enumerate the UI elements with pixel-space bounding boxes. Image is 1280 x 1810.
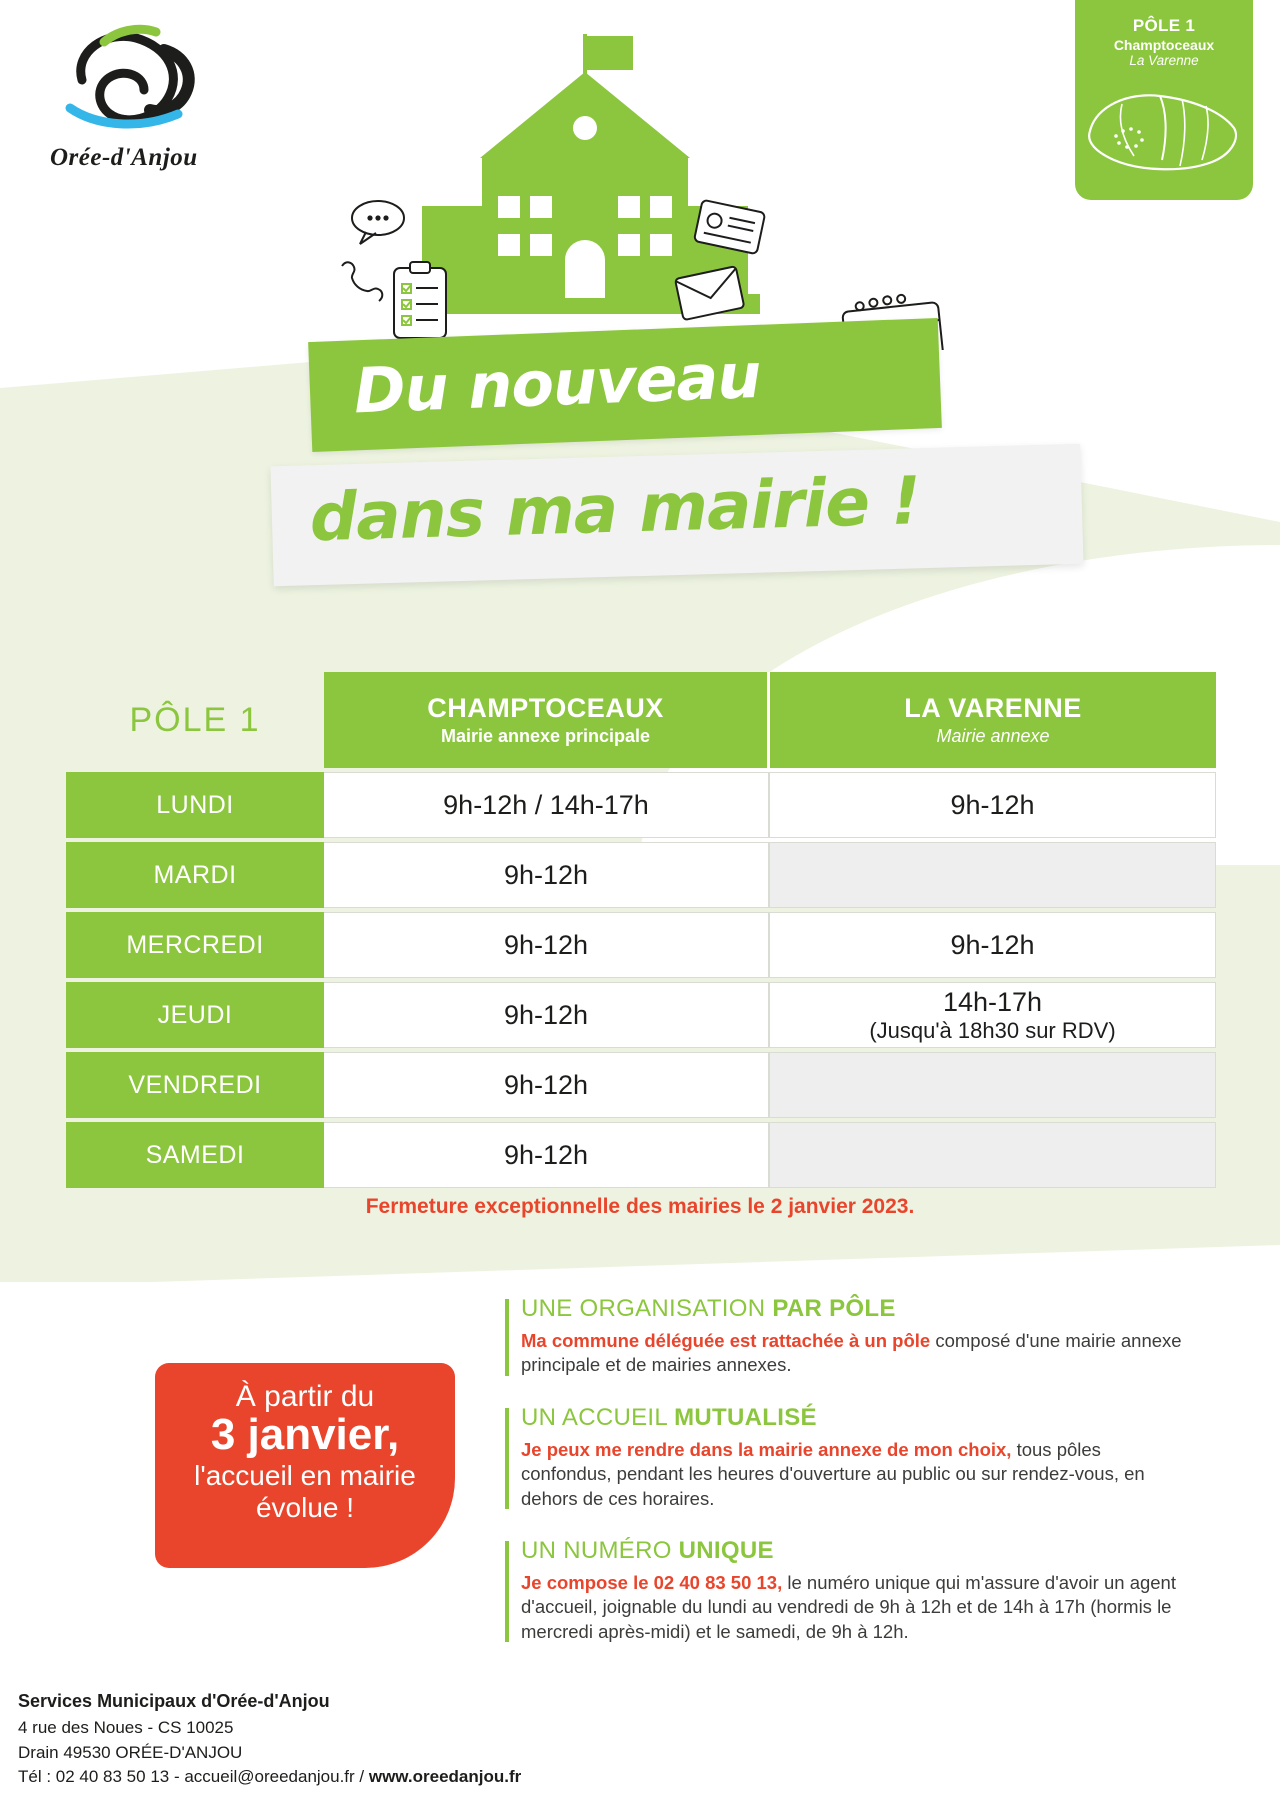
info-text-bold: Je compose le 02 40 83 50 13, — [521, 1572, 783, 1594]
footer-contact — [18, 1765, 818, 1790]
badge-line4: évolue ! — [255, 1492, 355, 1524]
footer — [18, 1688, 818, 1790]
pole-badge-line2: La Varenne — [1129, 53, 1199, 68]
table-row — [66, 982, 1216, 1048]
info-heading-plain: UNE ORGANISATION — [521, 1295, 773, 1322]
logo-wordmark: Orée-d'Anjou — [50, 144, 198, 171]
hours-lavarenne: 9h-12h — [770, 912, 1216, 978]
hours-lavarenne-main: 14h-17h — [942, 986, 1043, 1017]
column-header-champtoceaux — [324, 672, 770, 768]
column-subtitle: Mairie annexe — [936, 726, 1050, 746]
day-label: MERCREDI — [66, 912, 324, 978]
table-pole-label: PÔLE 1 — [129, 700, 261, 739]
oree-danjou-logo — [44, 22, 214, 182]
badge-line1: À partir du — [235, 1380, 375, 1413]
info-heading — [521, 1295, 1195, 1323]
column-title: CHAMPTOCEAUX — [427, 693, 664, 723]
table-row — [66, 842, 1216, 908]
title-line2: dans ma mairie ! — [308, 462, 922, 557]
day-label: LUNDI — [66, 772, 324, 838]
table-header-row — [66, 672, 1216, 768]
hours-lavarenne — [770, 982, 1216, 1048]
pole-badge-title: PÔLE 1 — [1132, 16, 1196, 35]
day-label: MARDI — [66, 842, 324, 908]
title-banner-green — [308, 318, 942, 452]
hours-lavarenne — [770, 1122, 1216, 1188]
info-block-numero — [505, 1537, 1195, 1644]
info-heading-plain: UN NUMÉRO — [521, 1537, 679, 1565]
footer-title: Services Municipaux d'Orée-d'Anjou — [18, 1691, 330, 1711]
footer-contact-text: Tél : 02 40 83 50 13 - accueil@oreedanjou.fr / — [18, 1767, 369, 1787]
pole-badge-line1: Champtoceaux — [1113, 37, 1215, 53]
table-row — [66, 912, 1216, 978]
info-text — [521, 1571, 1195, 1644]
info-heading-plain: UN ACCUEIL — [521, 1403, 675, 1431]
info-heading-bold: PAR PÔLE — [772, 1295, 896, 1322]
info-text-bold: Ma commune déléguée est rattachée à un pôle — [521, 1330, 931, 1351]
info-text-rest: tous pôles confondus, pendant les heures d'ouverture au public ou sur rendez-vous, en dehors de ces horaires. — [521, 1438, 1145, 1509]
badge-line2: 3 janvier, — [210, 1410, 400, 1459]
speech-bubble-icon — [352, 201, 404, 244]
badge-line3: l'accueil en mairie — [194, 1460, 416, 1492]
hours-table — [66, 668, 1216, 1192]
info-text-rest: composé d'une mairie annexe principale et de mairies annexes. — [521, 1330, 1182, 1376]
table-row — [66, 1052, 1216, 1118]
logo-mark-icon — [44, 22, 214, 152]
day-label: JEUDI — [66, 982, 324, 1048]
info-text — [521, 1438, 1195, 1511]
hours-champtoceaux: 9h-12h — [324, 912, 770, 978]
hours-lavarenne-note: (Jusqu'à 18h30 sur RDV) — [869, 1017, 1116, 1043]
footer-address-line1: 4 rue des Noues - CS 10025 — [18, 1718, 234, 1738]
footer-address-line2: Drain 49530 ORÉE-D'ANJOU — [18, 1742, 243, 1762]
info-heading-bold: MUTUALISÉ — [674, 1403, 817, 1431]
info-text-rest: le numéro unique qui m'assure d'avoir un agent d'accueil, joignable du lundi au vendredi de 9h à 12h et de 14h à 17h (hormis le mercredi après-midi) et le samedi, de 9h à 12h. — [521, 1572, 1176, 1642]
table-row — [66, 1122, 1216, 1188]
info-block-accueil — [505, 1404, 1195, 1511]
info-heading — [521, 1404, 1195, 1432]
hours-champtoceaux: 9h-12h / 14h-17h — [324, 772, 770, 838]
info-heading-bold: UNIQUE — [678, 1537, 774, 1565]
hours-lavarenne: 9h-12h — [770, 772, 1216, 838]
clipboard-icon — [394, 262, 446, 338]
table-row — [66, 772, 1216, 838]
day-label: SAMEDI — [66, 1122, 324, 1188]
column-title: LA VARENNE — [904, 693, 1082, 723]
hours-champtoceaux: 9h-12h — [324, 982, 770, 1048]
hours-champtoceaux: 9h-12h — [324, 1122, 770, 1188]
title-line1: Du nouveau — [352, 338, 762, 428]
hours-lavarenne — [770, 842, 1216, 908]
townhall-icon — [330, 10, 970, 350]
closure-note: Fermeture exceptionnelle des mairies le 2 janvier 2023. — [365, 1195, 915, 1218]
hours-champtoceaux: 9h-12h — [324, 842, 770, 908]
townhall-illustration — [330, 10, 970, 350]
info-text-bold: Je peux me rendre dans la mairie annexe de mon choix, — [521, 1438, 1012, 1460]
info-block-organisation — [505, 1295, 1195, 1378]
column-header-lavarenne — [770, 672, 1216, 768]
info-text — [521, 1329, 1195, 1378]
start-date-badge — [155, 1363, 455, 1568]
info-heading — [521, 1537, 1195, 1565]
info-blocks — [505, 1295, 1195, 1670]
territory-map-icon — [1082, 76, 1247, 181]
day-label: VENDREDI — [66, 1052, 324, 1118]
footer-website[interactable]: www.oreedanjou.fr — [368, 1767, 522, 1787]
opening-hours-table — [66, 668, 1216, 1192]
pole-badge — [1075, 0, 1253, 200]
phone-icon — [342, 262, 382, 301]
column-subtitle: Mairie annexe principale — [440, 726, 651, 746]
title-banner-white — [270, 444, 1083, 587]
hours-lavarenne — [770, 1052, 1216, 1118]
hours-champtoceaux: 9h-12h — [324, 1052, 770, 1118]
